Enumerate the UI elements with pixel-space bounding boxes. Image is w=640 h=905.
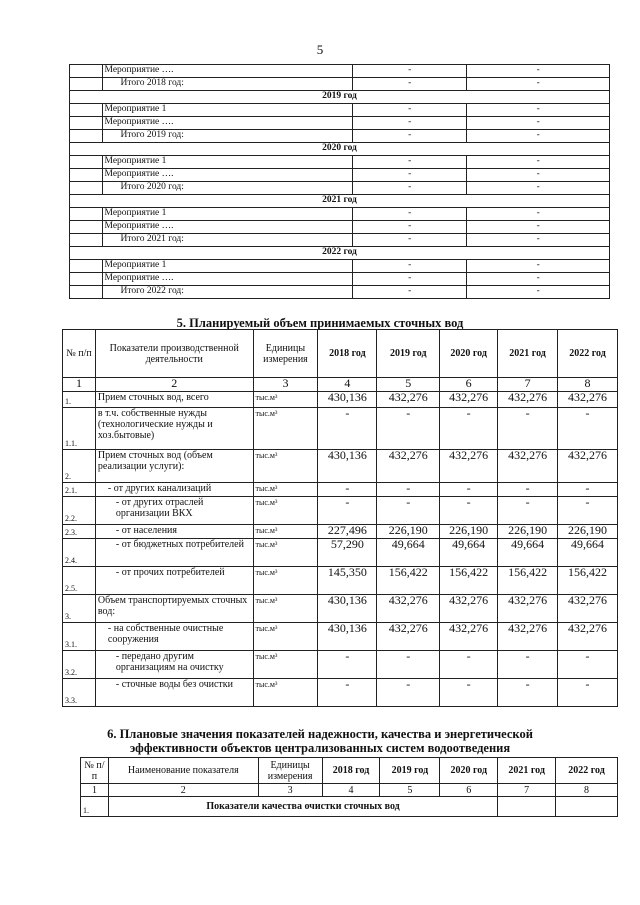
value-cell: - — [498, 497, 558, 525]
column-number: 2 — [95, 378, 253, 392]
activity-label: Итого 2021 год: — [102, 234, 353, 247]
unit-cell: тыс.м³ — [253, 567, 318, 595]
header-year: 2018 год — [318, 330, 377, 378]
indicator-name: в т.ч. собственные нужды (технологические нужды и хоз.бытовые) — [95, 408, 253, 450]
table-row — [63, 595, 618, 623]
value-cell: 432,276 — [558, 392, 618, 408]
header-name: Наименование показателя — [108, 758, 258, 784]
table-cell: - — [467, 221, 610, 234]
table-row — [70, 117, 610, 130]
value-cell: 432,276 — [558, 623, 618, 651]
table-cell: - — [353, 234, 467, 247]
table-row — [70, 260, 610, 273]
table-cell: - — [467, 182, 610, 195]
column-number: 4 — [322, 784, 380, 797]
activity-label: Мероприятие …. — [102, 65, 353, 78]
table-cell: - — [353, 117, 467, 130]
table-row — [63, 483, 618, 497]
year-label: 2022 год — [70, 247, 610, 260]
header-num: № п/п — [63, 330, 96, 378]
row-number: 2. — [63, 450, 96, 483]
unit-cell: тыс.м³ — [253, 651, 318, 679]
value-cell: - — [377, 651, 440, 679]
value-cell: - — [377, 497, 440, 525]
value-cell: 432,276 — [498, 450, 558, 483]
value-cell: 432,276 — [558, 450, 618, 483]
row-number: 1. — [81, 797, 109, 817]
year-row — [70, 195, 610, 208]
total-row — [70, 234, 610, 247]
column-number: 3 — [253, 378, 318, 392]
value-cell: - — [498, 679, 558, 707]
table-cell: - — [467, 104, 610, 117]
table-cell — [70, 221, 103, 234]
unit-cell: тыс.м³ — [253, 408, 318, 450]
activity-label: Мероприятие 1 — [102, 156, 353, 169]
table-cell: - — [353, 273, 467, 286]
table-row — [63, 567, 618, 595]
table-cell: - — [467, 117, 610, 130]
header-unit: Единицы измерения — [253, 330, 318, 378]
page-number: 5 — [316, 42, 324, 57]
activity-label: Итого 2022 год: — [102, 286, 353, 299]
indicator-name: Прием сточных вод, всего — [95, 392, 253, 408]
table-cell: - — [467, 273, 610, 286]
table-cell — [70, 182, 103, 195]
total-row — [70, 286, 610, 299]
table-cell — [498, 797, 556, 817]
indicator-name: Объем транспортируемых сточных вод: — [95, 595, 253, 623]
year-row — [70, 143, 610, 156]
table-cell — [70, 286, 103, 299]
table-row — [63, 408, 618, 450]
activity-label: Итого 2018 год: — [102, 78, 353, 91]
header-year: 2021 год — [498, 330, 558, 378]
activities-table — [69, 64, 610, 299]
value-cell: 226,190 — [558, 525, 618, 539]
table-cell: - — [467, 78, 610, 91]
row-number: 2.2. — [63, 497, 96, 525]
year-label: 2020 год — [70, 143, 610, 156]
value-cell: - — [318, 651, 377, 679]
table-row — [70, 208, 610, 221]
table-cell: - — [467, 286, 610, 299]
value-cell: 430,136 — [318, 392, 377, 408]
header-year: 2021 год — [498, 758, 556, 784]
section-6-title-line2: эффективности объектов централизованных систем водоотведения — [129, 741, 511, 755]
indicator-name: - на собственные очистные сооружения — [95, 623, 253, 651]
table-row — [70, 65, 610, 78]
activity-label: Мероприятие …. — [102, 117, 353, 130]
activity-label: Мероприятие 1 — [102, 260, 353, 273]
wastewater-volume-table — [62, 329, 618, 707]
table-cell: - — [353, 221, 467, 234]
table-row — [63, 450, 618, 483]
row-number: 3.1. — [63, 623, 96, 651]
value-cell: - — [318, 679, 377, 707]
header-num: № п/п — [81, 758, 109, 784]
value-cell: - — [498, 483, 558, 497]
value-cell: - — [377, 483, 440, 497]
table-cell: - — [353, 182, 467, 195]
column-number: 6 — [440, 378, 498, 392]
value-cell: 156,422 — [377, 567, 440, 595]
table-cell: - — [353, 156, 467, 169]
value-cell: - — [558, 679, 618, 707]
column-number: 1 — [63, 378, 96, 392]
unit-cell: тыс.м³ — [253, 392, 318, 408]
value-cell: 156,422 — [440, 567, 498, 595]
value-cell: - — [498, 651, 558, 679]
table-row — [63, 679, 618, 707]
unit-cell: тыс.м³ — [253, 483, 318, 497]
header-name: Показатели производственной деятельности — [95, 330, 253, 378]
value-cell: - — [558, 483, 618, 497]
row-number: 3. — [63, 595, 96, 623]
table-cell — [70, 65, 103, 78]
table-cell: - — [353, 78, 467, 91]
table-row — [63, 497, 618, 525]
value-cell: - — [440, 483, 498, 497]
indicator-name: - от других канализаций — [95, 483, 253, 497]
unit-cell: тыс.м³ — [253, 497, 318, 525]
value-cell: 430,136 — [318, 623, 377, 651]
value-cell: 432,276 — [440, 392, 498, 408]
column-number: 6 — [440, 784, 498, 797]
activity-label: Мероприятие …. — [102, 169, 353, 182]
value-cell: - — [498, 408, 558, 450]
value-cell: - — [440, 497, 498, 525]
year-label: 2021 год — [70, 195, 610, 208]
section-6-title: 6. Плановые значения показателей надежности, качества и энергетической — [107, 727, 533, 741]
table-row — [70, 156, 610, 169]
table-row — [63, 623, 618, 651]
table-cell: - — [467, 169, 610, 182]
value-cell: 156,422 — [498, 567, 558, 595]
table-cell: - — [353, 286, 467, 299]
header-year: 2019 год — [380, 758, 440, 784]
table-header-row — [81, 758, 618, 784]
value-cell: 226,190 — [440, 525, 498, 539]
header-year: 2020 год — [440, 758, 498, 784]
row-number: 3.2. — [63, 651, 96, 679]
table-cell: - — [353, 130, 467, 143]
column-number: 2 — [108, 784, 258, 797]
indicator-name: - от бюджетных потребителей — [95, 539, 253, 567]
activity-label: Мероприятие 1 — [102, 104, 353, 117]
activity-label: Мероприятие …. — [102, 273, 353, 286]
table-row — [70, 169, 610, 182]
total-row — [70, 182, 610, 195]
value-cell: 432,276 — [498, 623, 558, 651]
value-cell: 430,136 — [318, 595, 377, 623]
row-number: 2.3. — [63, 525, 96, 539]
indicator-name: - передано другим организациям на очистку — [95, 651, 253, 679]
value-cell: 432,276 — [440, 595, 498, 623]
value-cell: 226,190 — [377, 525, 440, 539]
table-cell — [70, 78, 103, 91]
row-number: 3.3. — [63, 679, 96, 707]
year-label: 2019 год — [70, 91, 610, 104]
activity-label: Мероприятие …. — [102, 221, 353, 234]
indicator-name: - от населения — [95, 525, 253, 539]
unit-cell: тыс.м³ — [253, 525, 318, 539]
table-cell — [70, 169, 103, 182]
value-cell: 145,350 — [318, 567, 377, 595]
unit-cell: тыс.м³ — [253, 679, 318, 707]
table-row — [70, 221, 610, 234]
value-cell: 226,190 — [498, 525, 558, 539]
table-cell — [556, 797, 618, 817]
value-cell: 432,276 — [377, 392, 440, 408]
column-numbers-row — [81, 784, 618, 797]
unit-cell: тыс.м³ — [253, 595, 318, 623]
unit-cell: тыс.м³ — [253, 539, 318, 567]
table-cell: - — [467, 208, 610, 221]
header-year: 2022 год — [558, 330, 618, 378]
table-cell: - — [467, 260, 610, 273]
value-cell: - — [318, 483, 377, 497]
value-cell: - — [440, 651, 498, 679]
table-cell: - — [353, 104, 467, 117]
activity-label: Мероприятие 1 — [102, 208, 353, 221]
table-row — [63, 392, 618, 408]
row-number: 2.1. — [63, 483, 96, 497]
header-year: 2018 год — [322, 758, 380, 784]
activity-label: Итого 2020 год: — [102, 182, 353, 195]
header-year: 2019 год — [377, 330, 440, 378]
table-cell: - — [467, 156, 610, 169]
total-row — [70, 78, 610, 91]
value-cell: 227,496 — [318, 525, 377, 539]
value-cell: 432,276 — [440, 623, 498, 651]
column-number: 5 — [377, 378, 440, 392]
value-cell: 432,276 — [377, 595, 440, 623]
table-cell — [70, 104, 103, 117]
value-cell: - — [318, 497, 377, 525]
value-cell: - — [377, 408, 440, 450]
table-row — [81, 797, 618, 817]
year-row — [70, 247, 610, 260]
unit-cell: тыс.м³ — [253, 450, 318, 483]
value-cell: 49,664 — [558, 539, 618, 567]
row-number: 1.1. — [63, 408, 96, 450]
value-cell: 432,276 — [377, 623, 440, 651]
table-cell: - — [467, 234, 610, 247]
reliability-indicators-table — [80, 757, 618, 817]
column-number: 5 — [380, 784, 440, 797]
value-cell: - — [440, 679, 498, 707]
table-row — [70, 104, 610, 117]
table-cell — [70, 260, 103, 273]
table-cell: - — [353, 65, 467, 78]
section-5-title: 5. Планируемый объем принимаемых сточных вод — [176, 316, 464, 330]
total-row — [70, 130, 610, 143]
table-cell — [70, 273, 103, 286]
column-number: 8 — [556, 784, 618, 797]
indicator-name: - от других отраслей организации ВКХ — [95, 497, 253, 525]
value-cell: 49,664 — [377, 539, 440, 567]
column-number: 1 — [81, 784, 109, 797]
value-cell: - — [558, 497, 618, 525]
value-cell: 49,664 — [498, 539, 558, 567]
value-cell: - — [558, 651, 618, 679]
row-label: Показатели качества очистки сточных вод — [108, 797, 497, 817]
value-cell: 432,276 — [440, 450, 498, 483]
year-row — [70, 91, 610, 104]
table-cell — [70, 130, 103, 143]
header-year: 2020 год — [440, 330, 498, 378]
table-cell: - — [353, 208, 467, 221]
value-cell: - — [440, 408, 498, 450]
unit-cell: тыс.м³ — [253, 623, 318, 651]
table-header-row — [63, 330, 618, 378]
table-cell: - — [353, 260, 467, 273]
indicator-name: - от прочих потребителей — [95, 567, 253, 595]
value-cell: - — [558, 408, 618, 450]
value-cell: 432,276 — [498, 392, 558, 408]
value-cell: 432,276 — [377, 450, 440, 483]
column-number: 7 — [498, 784, 556, 797]
header-unit: Единицы измерения — [258, 758, 322, 784]
value-cell: - — [377, 679, 440, 707]
row-number: 1. — [63, 392, 96, 408]
value-cell: 57,290 — [318, 539, 377, 567]
column-number: 7 — [498, 378, 558, 392]
column-number: 3 — [258, 784, 322, 797]
table-cell: - — [467, 65, 610, 78]
row-number: 2.5. — [63, 567, 96, 595]
value-cell: 432,276 — [558, 595, 618, 623]
table-cell — [70, 117, 103, 130]
value-cell: 430,136 — [318, 450, 377, 483]
activity-label: Итого 2019 год: — [102, 130, 353, 143]
column-number: 8 — [558, 378, 618, 392]
value-cell: 156,422 — [558, 567, 618, 595]
table-cell: - — [353, 169, 467, 182]
table-row — [63, 539, 618, 567]
header-year: 2022 год — [556, 758, 618, 784]
column-number: 4 — [318, 378, 377, 392]
table-cell — [70, 156, 103, 169]
table-cell: - — [467, 130, 610, 143]
table-row — [70, 273, 610, 286]
row-number: 2.4. — [63, 539, 96, 567]
table-cell — [70, 208, 103, 221]
indicator-name: Прием сточных вод (объем реализации услуги): — [95, 450, 253, 483]
table-row — [63, 651, 618, 679]
value-cell: - — [318, 408, 377, 450]
value-cell: 432,276 — [498, 595, 558, 623]
value-cell: 49,664 — [440, 539, 498, 567]
table-cell — [70, 234, 103, 247]
indicator-name: - сточные воды без очистки — [95, 679, 253, 707]
